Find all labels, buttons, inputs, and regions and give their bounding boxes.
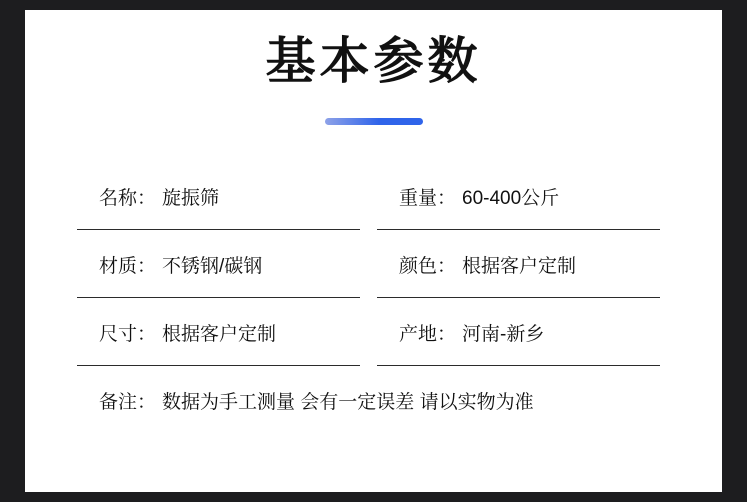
spec-value: 根据客户定制 <box>162 323 277 345</box>
spec-value: 不锈钢/碳钢 <box>162 255 263 277</box>
spec-value: 数据为手工测量 会有一定误差 请以实物为准 <box>162 391 534 413</box>
spec-table <box>77 162 677 434</box>
spec-label: 颜色： <box>399 255 457 277</box>
spec-cell-origin <box>377 298 677 366</box>
spec-cell-name <box>77 162 377 230</box>
page-title: 基本参数 <box>265 33 482 89</box>
table-row <box>77 230 677 298</box>
spec-card <box>25 10 722 492</box>
spec-value: 河南-新乡 <box>462 323 545 345</box>
spec-label: 名称： <box>99 187 157 209</box>
spec-label: 尺寸： <box>99 323 157 345</box>
spec-value: 旋振筛 <box>162 187 220 209</box>
spec-cell-weight <box>377 162 677 230</box>
spec-cell-color <box>377 230 677 298</box>
spec-label: 材质： <box>99 255 157 277</box>
spec-label: 产地： <box>399 323 457 345</box>
frame-right-border <box>722 0 747 502</box>
spec-value: 根据客户定制 <box>462 255 577 277</box>
spec-value: 60-400公斤 <box>462 187 560 209</box>
spec-label: 重量： <box>399 187 457 209</box>
frame-bottom-border <box>0 492 747 502</box>
table-row <box>77 366 677 434</box>
frame-left-border <box>0 0 25 502</box>
table-row <box>77 162 677 230</box>
spec-cell-size <box>77 298 377 366</box>
spec-cell-material <box>77 230 377 298</box>
spec-cell-remark <box>77 366 677 434</box>
frame-top-border <box>0 0 747 10</box>
title-accent-bar <box>325 118 423 125</box>
table-row <box>77 298 677 366</box>
spec-label: 备注： <box>99 391 157 413</box>
